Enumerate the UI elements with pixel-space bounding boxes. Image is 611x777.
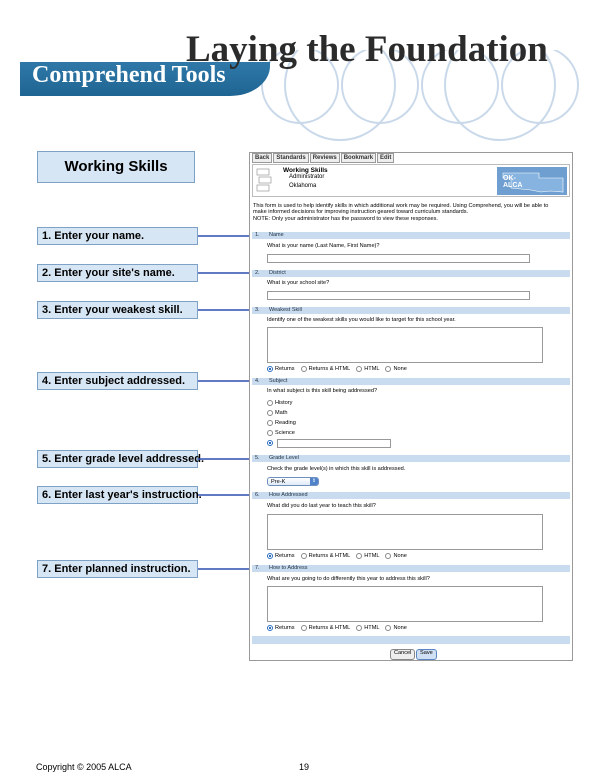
question: In what subject is this skill being addressed? (267, 388, 378, 394)
how-to-address-textarea[interactable] (267, 586, 543, 622)
step-label: 4. Enter subject addressed. (37, 372, 198, 390)
question: What is your school site? (267, 280, 330, 286)
section-label: District (269, 270, 286, 276)
intro-line: NOTE: Only your administrator has the password to view these responses. (253, 215, 438, 222)
form-tabs (252, 153, 394, 163)
format-option[interactable]: None (385, 625, 406, 631)
name-input[interactable] (267, 254, 530, 263)
page-title: Laying the Foundation (186, 29, 548, 70)
step-label: 6. Enter last year's instruction. (37, 486, 198, 504)
form-state: Oklahoma (289, 183, 317, 189)
section-label: Weakest Skill (269, 307, 302, 313)
step-label: 2. Enter your site's name. (37, 264, 198, 282)
save-button[interactable]: Save (416, 649, 437, 660)
radio (385, 366, 391, 372)
tab-bookmark[interactable]: Bookmark (341, 153, 376, 163)
format-option[interactable]: HTML (356, 366, 379, 372)
step-label: 3. Enter your weakest skill. (37, 301, 198, 319)
section-how-addressed: 6. How Addressed (252, 492, 570, 499)
ok-alca-logo (497, 167, 567, 195)
section-name: 1. Name (252, 232, 570, 239)
format-options (267, 625, 407, 631)
cancel-button[interactable]: Cancel (390, 649, 415, 660)
intro-line: make informed decisions for improving instruction geared toward curriculum standards. (253, 209, 469, 216)
section-heading: Comprehend Tools (32, 62, 226, 88)
step-label: 5. Enter grade level addressed. (37, 450, 198, 468)
step-label: 1. Enter your name. (37, 227, 198, 245)
school-site-input[interactable] (267, 291, 530, 300)
weakest-skill-textarea[interactable] (267, 327, 543, 363)
form-role: Administrator (289, 174, 325, 180)
documents-icon (256, 168, 273, 192)
format-option[interactable]: Returns (267, 366, 295, 372)
how-addressed-textarea[interactable] (267, 514, 543, 550)
format-option[interactable]: Returns & HTML (301, 553, 351, 559)
working-skills-label: Working Skills (37, 151, 195, 183)
format-options (267, 366, 407, 372)
tab-standards[interactable]: Standards (273, 153, 308, 163)
intro-line: This form is used to help identify skills in which additional work may be required. Using Comprehend, you will be able to (253, 203, 549, 209)
format-option[interactable]: Returns & HTML (301, 366, 351, 372)
section-label: Grade Level (269, 455, 299, 461)
section-grade-level: 5. Grade Level (252, 455, 570, 462)
form-screenshot (249, 152, 573, 661)
logo-ok: OK- (503, 175, 516, 182)
subject-options (267, 398, 389, 448)
format-option[interactable]: Returns & HTML (301, 625, 351, 631)
step-label: 7. Enter planned instruction. (37, 560, 198, 578)
subject-other-option[interactable] (267, 438, 389, 448)
section-label: How Addressed (269, 492, 308, 498)
tab-edit[interactable]: Edit (377, 153, 394, 163)
format-option[interactable]: None (385, 553, 406, 559)
question: Check the grade level(s) in which this skill is addressed. (267, 466, 406, 472)
grade-level-select[interactable]: Pre-K ⇕ (267, 477, 319, 486)
radio (301, 366, 307, 372)
page-number: 19 (299, 762, 310, 772)
subject-option[interactable]: Math (267, 408, 389, 418)
question: What is your name (Last Name, First Name)? (267, 243, 380, 249)
format-options (267, 553, 407, 559)
copyright: Copyright © 2005 ALCA (36, 762, 132, 772)
logo-alca: ALCA (503, 182, 523, 189)
question: Identify one of the weakest skills you would like to target for this school year. (267, 317, 456, 323)
select-arrows-icon: ⇕ (311, 478, 317, 484)
question: What are you going to do differently this year to address this skill? (267, 576, 430, 582)
format-option[interactable]: HTML (356, 553, 379, 559)
form-title: Working Skills (283, 167, 328, 174)
section-subject: 4. Subject (252, 378, 570, 385)
radio-selected (267, 366, 273, 372)
form-header (252, 164, 570, 197)
tab-reviews[interactable]: Reviews (310, 153, 340, 163)
form-intro (253, 203, 569, 222)
form-footer-bar (252, 636, 570, 644)
format-option[interactable]: Returns (267, 625, 295, 631)
subject-option[interactable]: History (267, 398, 389, 408)
subject-option[interactable]: Science (267, 428, 389, 438)
section-label: Name (269, 232, 284, 238)
format-option[interactable]: HTML (356, 625, 379, 631)
subject-option[interactable]: Reading (267, 418, 389, 428)
section-district: 2. District (252, 270, 570, 277)
tab-back[interactable]: Back (252, 153, 272, 163)
section-label: How to Address (269, 565, 308, 571)
question: What did you do last year to teach this skill? (267, 503, 376, 509)
format-option[interactable]: Returns (267, 553, 295, 559)
format-option[interactable]: None (385, 366, 406, 372)
section-label: Subject (269, 378, 288, 384)
section-how-to-address: 7. How to Address (252, 565, 570, 572)
radio (356, 366, 362, 372)
section-weakest-skill: 3. Weakest Skill (252, 307, 570, 314)
subject-other-input[interactable] (277, 439, 391, 448)
